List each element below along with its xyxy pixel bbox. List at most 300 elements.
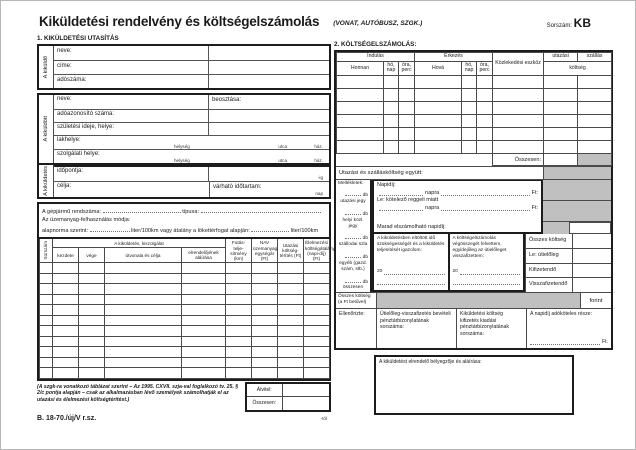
- empty-cell[interactable]: [304, 357, 330, 368]
- table-row: [40, 315, 330, 326]
- ft-label: Ft:: [531, 205, 538, 212]
- empty-cell[interactable]: [462, 141, 477, 154]
- attachments-label: Mellékletek:: [338, 181, 364, 187]
- empty-cell[interactable]: [79, 347, 105, 358]
- empty-cell[interactable]: [226, 273, 252, 284]
- attachment-item: [338, 189, 368, 205]
- employee-position-label: beosztása:: [212, 97, 242, 103]
- signature-input[interactable]: [377, 278, 445, 285]
- remaining-value-cell[interactable]: [569, 222, 611, 234]
- travel-lodging-sum-cell: [543, 167, 611, 179]
- napra-label: napra: [425, 205, 440, 212]
- attachment-count-input[interactable]: [345, 208, 361, 215]
- empty-cell[interactable]: [493, 128, 544, 141]
- sender-side-label: A kiküldő: [39, 46, 54, 88]
- empty-cell[interactable]: [477, 76, 493, 89]
- empty-cell[interactable]: [105, 305, 182, 316]
- empty-cell[interactable]: [278, 357, 304, 368]
- empty-cell[interactable]: [40, 263, 53, 274]
- empty-cell[interactable]: [384, 128, 399, 141]
- empty-cell[interactable]: [304, 347, 330, 358]
- empty-cell[interactable]: [226, 305, 252, 316]
- empty-cell[interactable]: [226, 347, 252, 358]
- empty-cell[interactable]: [544, 102, 578, 115]
- table-row: [40, 326, 330, 337]
- taxable-part-cell[interactable]: [526, 309, 611, 348]
- remaining-per-diem-row: [374, 223, 541, 232]
- col-to: Hová: [415, 61, 462, 75]
- employee-work-label: szolgálati helye:: [57, 151, 100, 157]
- empty-cell[interactable]: [182, 368, 226, 379]
- attachment-item: [338, 232, 368, 248]
- empty-cell[interactable]: [79, 368, 105, 379]
- empty-cell[interactable]: [105, 263, 182, 274]
- empty-cell[interactable]: [40, 294, 53, 305]
- remaining-gray-cell: [543, 222, 569, 234]
- per-diem-amount-strip: [543, 180, 611, 234]
- summary-value-cell[interactable]: [573, 264, 611, 278]
- signature-input[interactable]: [453, 278, 521, 285]
- vehicle-type-label: típusa:: [182, 208, 199, 215]
- date-input[interactable]: [384, 268, 444, 275]
- vehicle-plate-label: A gépjármű rendszáma:: [42, 208, 102, 215]
- empty-cell[interactable]: [384, 141, 399, 154]
- section1-heading: 1. KIKÜLDETÉSI UTASÍTÁS: [37, 35, 119, 42]
- sender-tax-input[interactable]: [209, 75, 329, 88]
- empty-cell[interactable]: [53, 336, 79, 347]
- empty-cell[interactable]: [226, 368, 252, 379]
- empty-cell[interactable]: [544, 115, 578, 128]
- trip-purpose-row: [54, 181, 329, 197]
- empty-cell[interactable]: [337, 76, 384, 89]
- empty-cell[interactable]: [493, 76, 544, 89]
- empty-cell[interactable]: [278, 273, 304, 284]
- empty-cell[interactable]: [105, 284, 182, 295]
- total-label: Összesen:: [246, 397, 282, 411]
- trip-duration-label: várható időtartam:: [213, 184, 262, 190]
- empty-cell[interactable]: [278, 294, 304, 305]
- travel-lodging-sum-row: [336, 166, 611, 179]
- empty-cell[interactable]: [477, 102, 493, 115]
- expense-subheader-row: [337, 61, 612, 75]
- vehicle-plate-input[interactable]: [103, 206, 181, 213]
- attachment-name: összesen: [342, 285, 364, 291]
- amount-input[interactable]: [441, 189, 529, 196]
- days-input[interactable]: [379, 189, 423, 196]
- empty-cell[interactable]: [53, 347, 79, 358]
- empty-cell[interactable]: [53, 368, 79, 379]
- from-hint: -tól: [320, 415, 327, 421]
- summary-value-cell[interactable]: [573, 234, 611, 248]
- empty-cell[interactable]: [105, 294, 182, 305]
- fuel-mode-label: Az üzemanyag-felhasználás módja:: [42, 216, 131, 223]
- empty-cell[interactable]: [252, 305, 278, 316]
- summary-label: Kifizetendő: [526, 264, 573, 278]
- empty-cell[interactable]: [578, 128, 612, 141]
- day-hint: nap: [315, 191, 323, 196]
- empty-cell[interactable]: [40, 368, 53, 379]
- empty-cell[interactable]: [182, 294, 226, 305]
- empty-cell[interactable]: [278, 263, 304, 274]
- empty-cell[interactable]: [53, 305, 79, 316]
- vehicle-and-table-box: [37, 202, 335, 381]
- employee-taxid-input[interactable]: [209, 110, 329, 122]
- empty-cell[interactable]: [252, 315, 278, 326]
- empty-cell[interactable]: [544, 76, 578, 89]
- table-row: [337, 115, 612, 128]
- vehicle-plate-line: [39, 204, 329, 215]
- amount-input[interactable]: [441, 204, 529, 211]
- col-fuel-price: NAV üzemanyag egységár (Ft): [253, 240, 278, 261]
- empty-cell[interactable]: [79, 273, 105, 284]
- payment-certification-text: A költségelszámolás végösszegét felvettem, egyidejűleg az útielőleget visszafizettem:: [452, 236, 507, 260]
- empty-cell[interactable]: [399, 115, 415, 128]
- empty-cell[interactable]: [415, 141, 462, 154]
- col-cost: költség: [544, 61, 612, 75]
- empty-cell[interactable]: [252, 326, 278, 337]
- breakfast-deduction-row: [374, 196, 541, 203]
- stamp-signature-box[interactable]: [374, 355, 574, 415]
- lodging-total-cell: [578, 154, 612, 166]
- year-prefix: 20: [377, 269, 383, 275]
- summary-row: [526, 263, 611, 278]
- empty-cell[interactable]: [105, 315, 182, 326]
- travel-total-cell[interactable]: [544, 154, 578, 166]
- empty-cell[interactable]: [252, 368, 278, 379]
- empty-cell[interactable]: [415, 76, 462, 89]
- fuel-flat-label: vagy átalány a lökettérfogat alapján:: [160, 228, 250, 235]
- total-in-words-cell: [376, 293, 581, 308]
- empty-cell[interactable]: [399, 102, 415, 115]
- empty-cell[interactable]: [278, 284, 304, 295]
- empty-cell[interactable]: [304, 273, 330, 284]
- db-unit: db: [362, 279, 368, 285]
- empty-cell[interactable]: [544, 128, 578, 141]
- empty-cell[interactable]: [105, 368, 182, 379]
- empty-cell[interactable]: [462, 89, 477, 102]
- per-diem-amount-cell: [543, 180, 611, 201]
- empty-cell[interactable]: [79, 294, 105, 305]
- certification-row: [372, 234, 611, 292]
- employee-side-label: A kiküldött: [39, 95, 54, 163]
- empty-cell[interactable]: [105, 326, 182, 337]
- empty-cell[interactable]: [226, 357, 252, 368]
- table-row: [337, 141, 612, 154]
- col-month-day: hó, nap: [462, 61, 477, 75]
- table-row: [40, 284, 330, 295]
- attachment-name: helyi közl. jegy: [342, 217, 364, 229]
- empty-cell[interactable]: [462, 102, 477, 115]
- trip-date-to-cell[interactable]: [209, 167, 329, 181]
- form-number: B. 18-70./új/V r.sz.: [37, 414, 97, 422]
- days-input[interactable]: [379, 204, 423, 211]
- empty-cell[interactable]: [304, 368, 330, 379]
- empty-cell[interactable]: [226, 294, 252, 305]
- attachment-count-input[interactable]: [345, 276, 361, 283]
- empty-cell[interactable]: [252, 336, 278, 347]
- forint-label: forint: [589, 297, 603, 304]
- empty-cell[interactable]: [53, 273, 79, 284]
- fuel-norm-unit: liter/100km: [131, 228, 159, 235]
- table-footer-extension: [37, 382, 331, 412]
- table-row: [40, 336, 330, 347]
- attachment-count-input[interactable]: [345, 189, 361, 196]
- sender-address-row: [54, 60, 329, 74]
- empty-cell[interactable]: [40, 284, 53, 295]
- vehicle-type-input[interactable]: [201, 206, 321, 213]
- breakfast-days-row: [374, 203, 541, 211]
- empty-cell[interactable]: [182, 273, 226, 284]
- empty-cell[interactable]: [477, 128, 493, 141]
- carry-value-cell[interactable]: [282, 383, 330, 397]
- empty-cell[interactable]: [304, 305, 330, 316]
- col-from: Honnan: [337, 61, 384, 75]
- empty-cell[interactable]: [105, 273, 182, 284]
- empty-cell[interactable]: [578, 102, 612, 115]
- empty-cell[interactable]: [105, 336, 182, 347]
- empty-cell[interactable]: [415, 89, 462, 102]
- empty-cell[interactable]: [337, 102, 384, 115]
- empty-cell[interactable]: [493, 102, 544, 115]
- transport-modes-note: (VONAT, AUTÓBUSZ, SZGK.): [333, 20, 423, 27]
- empty-cell[interactable]: [493, 89, 544, 102]
- summary-label: Összes költség: [526, 234, 573, 248]
- empty-cell[interactable]: [226, 315, 252, 326]
- empty-cell[interactable]: [415, 128, 462, 141]
- serial-value: KB: [573, 16, 591, 30]
- empty-cell[interactable]: [182, 336, 226, 347]
- total-value-cell[interactable]: [282, 397, 330, 411]
- expense-header-row: [337, 53, 612, 62]
- date-input[interactable]: [460, 268, 520, 275]
- summary-row: [526, 248, 611, 263]
- carry-total-table: [245, 382, 331, 412]
- empty-cell[interactable]: [337, 89, 384, 102]
- empty-cell[interactable]: [578, 115, 612, 128]
- empty-cell[interactable]: [493, 141, 544, 154]
- empty-cell[interactable]: [578, 89, 612, 102]
- table-row: [337, 102, 612, 115]
- empty-cell[interactable]: [399, 89, 415, 102]
- empty-cell[interactable]: [278, 336, 304, 347]
- empty-cell[interactable]: [79, 357, 105, 368]
- sender-address-input[interactable]: [209, 61, 329, 74]
- band-main: [372, 180, 611, 292]
- empty-cell[interactable]: [252, 263, 278, 274]
- empty-cell[interactable]: [278, 305, 304, 316]
- empty-cell[interactable]: [384, 76, 399, 89]
- empty-cell[interactable]: [415, 102, 462, 115]
- empty-cell[interactable]: [252, 273, 278, 284]
- table-row: [40, 305, 330, 316]
- empty-cell[interactable]: [477, 141, 493, 154]
- empty-cell[interactable]: [399, 141, 415, 154]
- empty-cell[interactable]: [40, 315, 53, 326]
- empty-cell[interactable]: [226, 263, 252, 274]
- empty-cell[interactable]: [182, 305, 226, 316]
- employee-birth-input[interactable]: [209, 123, 329, 135]
- empty-cell[interactable]: [53, 326, 79, 337]
- table-row: [40, 273, 330, 284]
- sender-box: [37, 44, 331, 90]
- fuel-norm-input[interactable]: [90, 225, 130, 232]
- empty-cell[interactable]: [399, 128, 415, 141]
- taxable-amount-input[interactable]: [530, 338, 600, 345]
- db-unit: db: [362, 193, 368, 199]
- empty-cell[interactable]: [477, 89, 493, 102]
- summary-value-cell[interactable]: [573, 278, 611, 292]
- empty-cell[interactable]: [278, 368, 304, 379]
- col-signature: elrendelőjének aláírása: [182, 248, 226, 263]
- per-diem-row: [372, 180, 611, 234]
- empty-cell[interactable]: [252, 284, 278, 295]
- payment-certification-box: [448, 234, 524, 290]
- empty-cell[interactable]: [384, 102, 399, 115]
- trip-side-label: A kiküldetés: [39, 165, 54, 197]
- sender-name-label: neve:: [57, 48, 72, 54]
- middle-band: [336, 179, 611, 292]
- total-row: [246, 397, 330, 411]
- empty-cell[interactable]: [304, 284, 330, 295]
- db-unit: db: [362, 255, 368, 261]
- empty-cell[interactable]: [40, 326, 53, 337]
- empty-cell[interactable]: [544, 141, 578, 154]
- table-row: [40, 347, 330, 358]
- empty-cell[interactable]: [182, 357, 226, 368]
- empty-cell[interactable]: [304, 263, 330, 274]
- empty-cell[interactable]: [53, 284, 79, 295]
- attachment-count-input[interactable]: [345, 232, 361, 239]
- date-line: [453, 268, 521, 275]
- attachment-count-input[interactable]: [345, 251, 361, 258]
- empty-cell[interactable]: [337, 141, 384, 154]
- employee-home-input[interactable]: [174, 136, 329, 149]
- employee-taxid-label: adóazonosító száma:: [57, 111, 115, 117]
- empty-cell[interactable]: [182, 347, 226, 358]
- street-hint: utca: [278, 158, 287, 163]
- empty-cell[interactable]: [79, 326, 105, 337]
- refund-receipt-cell[interactable]: [376, 309, 456, 348]
- sender-name-input[interactable]: [209, 46, 329, 60]
- empty-cell[interactable]: [304, 294, 330, 305]
- fuel-norm-label: alapnorma szerint:: [42, 228, 89, 235]
- empty-cell[interactable]: [252, 294, 278, 305]
- street-hint: utca: [278, 144, 287, 149]
- empty-cell[interactable]: [40, 357, 53, 368]
- empty-cell[interactable]: [53, 357, 79, 368]
- empty-cell[interactable]: [53, 294, 79, 305]
- empty-cell[interactable]: [105, 357, 182, 368]
- ft-unit: Ft.: [601, 338, 608, 345]
- empty-cell[interactable]: [182, 263, 226, 274]
- trip-duration-cell[interactable]: [209, 182, 329, 197]
- empty-cell[interactable]: [79, 305, 105, 316]
- breakfast-amount-cell: [543, 201, 611, 222]
- empty-cell[interactable]: [462, 76, 477, 89]
- section1: [37, 35, 335, 422]
- empty-cell[interactable]: [578, 141, 612, 154]
- empty-cell[interactable]: [40, 336, 53, 347]
- empty-cell[interactable]: [252, 347, 278, 358]
- summary-label: Le: útielőleg: [526, 249, 573, 263]
- sender-name-row: [54, 46, 329, 60]
- empty-cell[interactable]: [182, 315, 226, 326]
- empty-cell[interactable]: [79, 263, 105, 274]
- empty-cell[interactable]: [493, 115, 544, 128]
- empty-cell[interactable]: [337, 115, 384, 128]
- empty-cell[interactable]: [79, 284, 105, 295]
- col-serial: Sorszám: [40, 238, 53, 262]
- col-travel: utazási: [544, 53, 578, 62]
- empty-cell[interactable]: [415, 115, 462, 128]
- empty-cell[interactable]: [105, 347, 182, 358]
- empty-cell[interactable]: [578, 76, 612, 89]
- sender-tax-row: [54, 74, 329, 88]
- table-row: [337, 89, 612, 102]
- checked-by-cell[interactable]: [336, 309, 376, 348]
- empty-cell[interactable]: [477, 115, 493, 128]
- empty-cell[interactable]: [462, 115, 477, 128]
- summary-value-cell[interactable]: [573, 249, 611, 263]
- empty-cell[interactable]: [182, 284, 226, 295]
- place-hint: helység: [174, 158, 190, 163]
- empty-cell[interactable]: [226, 326, 252, 337]
- payment-receipt-cell[interactable]: [456, 309, 526, 348]
- empty-cell[interactable]: [278, 326, 304, 337]
- per-diem-label-row: [374, 181, 541, 188]
- empty-cell[interactable]: [40, 305, 53, 316]
- db-unit: db: [362, 212, 368, 218]
- empty-cell[interactable]: [40, 273, 53, 284]
- employee-work-input[interactable]: [174, 150, 329, 163]
- serial-label: Sorszám:: [546, 23, 572, 29]
- empty-cell[interactable]: [384, 115, 399, 128]
- empty-cell[interactable]: [79, 315, 105, 326]
- carry-row: [246, 383, 330, 397]
- empty-cell[interactable]: [278, 315, 304, 326]
- empty-cell[interactable]: [79, 336, 105, 347]
- empty-cell[interactable]: [304, 315, 330, 326]
- empty-cell[interactable]: [462, 128, 477, 141]
- payment-receipt-label: Kiküldetési költség kifizetés kiadási pénztárbizonylatának sorszáma:: [460, 311, 510, 337]
- empty-cell[interactable]: [399, 76, 415, 89]
- empty-cell[interactable]: [226, 336, 252, 347]
- empty-cell[interactable]: [252, 357, 278, 368]
- empty-cell[interactable]: [337, 128, 384, 141]
- sender-tax-label: adószáma:: [57, 77, 87, 83]
- empty-cell[interactable]: [278, 347, 304, 358]
- empty-cell[interactable]: [40, 347, 53, 358]
- fuel-flat-input[interactable]: [251, 225, 289, 232]
- empty-cell[interactable]: [53, 315, 79, 326]
- table-row: [337, 128, 612, 141]
- section2-heading: 2. KÖLTSÉGELSZÁMOLÁS:: [334, 41, 417, 48]
- empty-cell[interactable]: [304, 326, 330, 337]
- table-row: [40, 294, 330, 305]
- empty-cell[interactable]: [304, 336, 330, 347]
- fuel-flat-unit: liter/100km: [290, 228, 319, 235]
- empty-cell[interactable]: [384, 89, 399, 102]
- empty-cell[interactable]: [226, 284, 252, 295]
- empty-cell[interactable]: [53, 263, 79, 274]
- empty-cell[interactable]: [182, 326, 226, 337]
- empty-cell[interactable]: [544, 89, 578, 102]
- remaining-per-diem-label: Marad elszámolható napidíj:: [377, 224, 446, 231]
- col-travel-cost: Utazási költség-térítés (Ft): [278, 238, 304, 262]
- attachment-item: [338, 251, 368, 272]
- cost-summary-column: [525, 234, 611, 292]
- employee-position-cell[interactable]: [209, 95, 329, 109]
